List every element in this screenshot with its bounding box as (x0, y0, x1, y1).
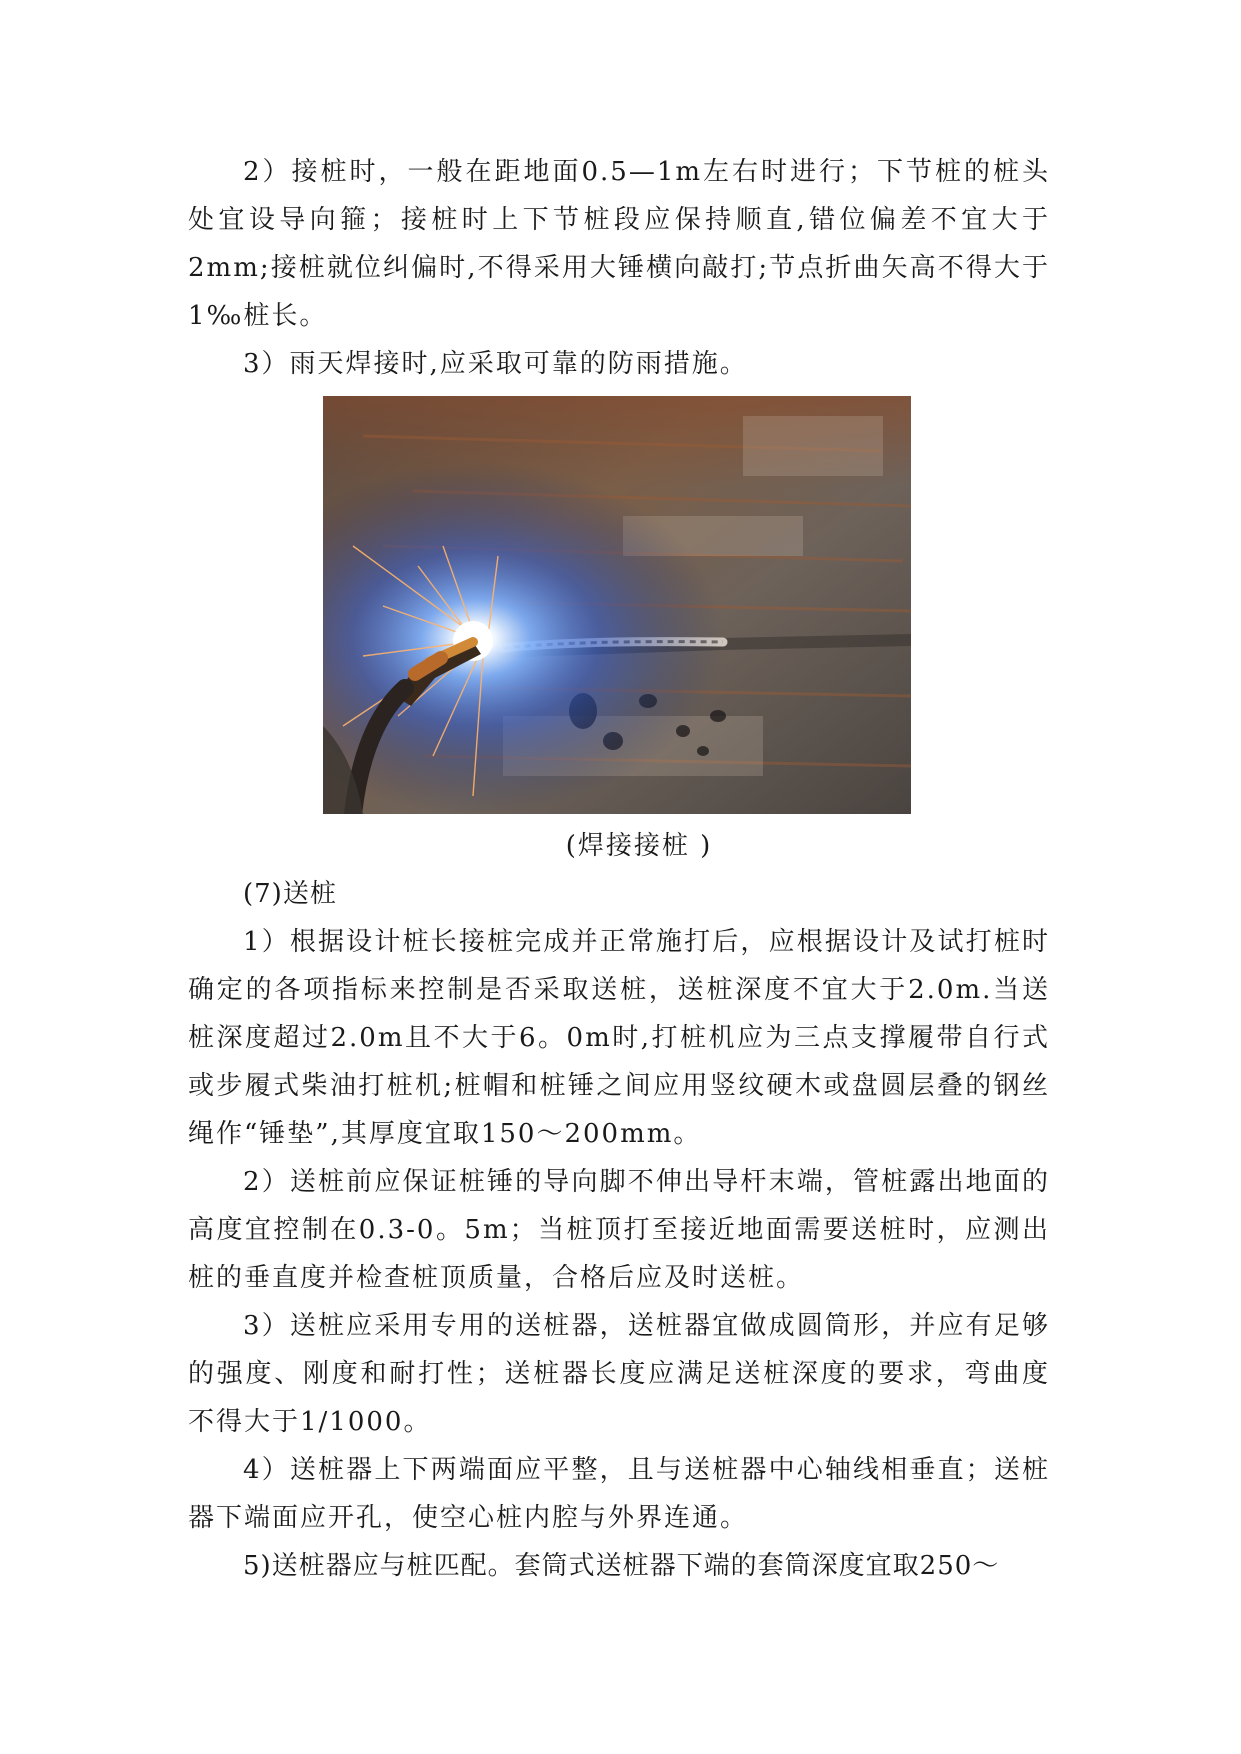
paragraph-pile-driving-3: 3）送桩应采用专用的送桩器，送桩器宜做成圆筒形，并应有足够的强度、刚度和耐打性；送桩器长度应满足送桩深度的要求，弯曲度不得大于1/1000。 (188, 1311, 1050, 1437)
paragraph-pile-driving-2: 2）送桩前应保证桩锤的导向脚不伸出导杆末端，管桩露出地面的高度宜控制在0.3-0。5m；当桩顶打至接近地面需要送桩时，应测出桩的垂直度并检查桩顶质量，合格后应及时送桩。 (188, 1167, 1050, 1293)
document-page (188, 148, 1050, 1590)
paragraph-pile-joining: 2）接桩时，一般在距地面0.5—1m左右时进行；下节桩的桩头处宜设导向箍；接桩时上下节桩段应保持顺直,错位偏差不宜大于2mm;接桩就位纠偏时,不得采用大锤横向敲打;节点折曲矢高不得大于1‰桩长。 (188, 157, 1050, 331)
welding-photo (323, 396, 911, 814)
figure-welding (188, 396, 1050, 816)
paragraph-pile-driving-1: 1）根据设计桩长接桩完成并正常施打后，应根据设计及试打桩时确定的各项指标来控制是否采取送桩，送桩深度不宜大于2.0m.当送桩深度超过2.0m且不大于6。0m时,打桩机应为三点支撑履带自行式或步履式柴油打桩机;桩帽和桩锤之间应用竖纹硬木或盘圆层叠的钢丝绳作“锤垫”,其厚度宜取150～200mm。 (188, 927, 1050, 1149)
paragraph-pile-driving-5: 5)送桩器应与桩匹配。套筒式送桩器下端的套筒深度宜取250～ (243, 1551, 1000, 1581)
figure-caption: (焊接接桩 ) (565, 831, 713, 861)
paragraph-rain-welding: 3）雨天焊接时,应采取可靠的防雨措施。 (243, 349, 748, 379)
section-heading: (7)送桩 (243, 879, 337, 909)
paragraph-pile-driving-4: 4）送桩器上下两端面应平整，且与送桩器中心轴线相垂直；送桩器下端面应开孔，使空心桩内腔与外界连通。 (188, 1455, 1050, 1533)
